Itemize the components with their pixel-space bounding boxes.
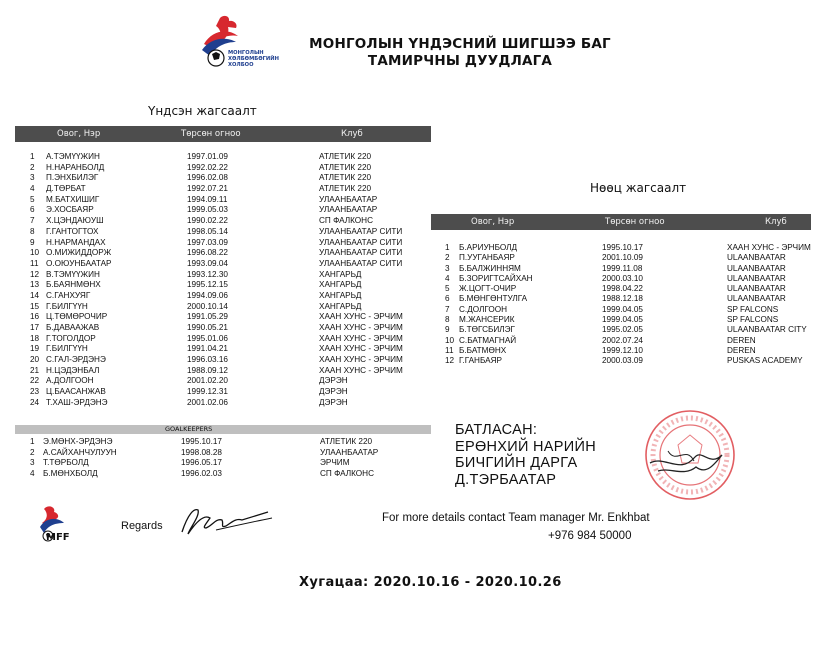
player-birth-date: 1995.02.05 <box>602 325 643 335</box>
official-stamp-icon <box>640 405 740 505</box>
player-number: 4 <box>30 469 35 479</box>
player-row <box>30 163 430 174</box>
player-number: 3 <box>30 458 35 468</box>
player-number: 1 <box>30 152 35 161</box>
player-number: 17 <box>30 323 40 332</box>
goalkeeper-list <box>30 437 430 480</box>
player-name: Д.ТӨРБАТ <box>46 184 86 194</box>
player-row <box>445 315 825 325</box>
player-club: ХАНГАРЬД <box>319 280 362 290</box>
player-number: 6 <box>30 205 35 215</box>
player-number: 4 <box>445 273 450 283</box>
player-birth-date: 2000.03.10 <box>602 273 643 283</box>
player-club: ХААН ХУНС - ЭРЧИМ <box>319 355 403 365</box>
player-club: ХААН ХУНС - ЭРЧИМ <box>727 243 811 252</box>
player-birth-date: 1995.12.15 <box>187 280 228 290</box>
player-birth-date: 1998.05.14 <box>187 226 228 236</box>
call-up-period: Хугацаа: 2020.10.16 - 2020.10.26 <box>299 575 562 590</box>
svg-text:МОНГОЛЫН: МОНГОЛЫН <box>228 50 264 56</box>
player-row <box>30 323 430 334</box>
player-name: Х.ЦЭНДАЮУШ <box>46 216 104 226</box>
player-club: АТЛЕТИК 220 <box>319 162 372 172</box>
player-birth-date: 1999.11.08 <box>602 263 643 273</box>
player-row <box>30 312 430 323</box>
player-club: ХААН ХУНС - ЭРЧИМ <box>319 365 403 375</box>
player-club: SP FALCONS <box>727 315 779 325</box>
player-row <box>445 253 825 263</box>
approval-block <box>455 422 596 488</box>
player-birth-date: 1996.02.03 <box>181 469 222 479</box>
goalkeepers-bar <box>15 425 431 434</box>
player-row <box>445 284 825 294</box>
player-name: С.ГАНХУЯГ <box>46 290 91 300</box>
player-row <box>445 274 825 284</box>
player-birth-date: 1990.05.21 <box>187 323 228 332</box>
approval-line-1: БАТЛАСАН: <box>455 422 538 438</box>
player-row <box>30 152 430 163</box>
player-row <box>30 302 430 313</box>
player-number: 3 <box>445 263 450 273</box>
player-number: 2 <box>445 253 450 263</box>
player-club: АТЛЕТИК 220 <box>320 437 373 446</box>
player-name: Б.МӨНГӨНТУЛГА <box>459 294 528 304</box>
player-birth-date: 1994.09.11 <box>187 194 228 204</box>
player-number: 1 <box>445 243 450 252</box>
player-number: 12 <box>445 356 455 366</box>
player-name: П.УУГАНБАЯР <box>459 253 515 263</box>
player-birth-date: 1998.04.22 <box>602 284 643 294</box>
player-number: 22 <box>30 376 40 386</box>
player-name: Г.БИЛГҮҮН <box>46 344 88 354</box>
player-row <box>30 437 430 448</box>
player-number: 9 <box>445 325 450 335</box>
player-name: Ц.ТӨМӨРОЧИР <box>46 312 108 322</box>
player-number: 8 <box>445 315 450 325</box>
player-number: 7 <box>30 216 35 226</box>
player-number: 23 <box>30 387 40 397</box>
player-club: УЛААНБААТАР СИТИ <box>319 258 403 268</box>
player-name: С.ГАЛ-ЭРДЭНЭ <box>46 355 106 365</box>
player-name: Г.ГАНБАЯР <box>459 356 502 366</box>
player-number: 14 <box>30 290 40 300</box>
phone-number: +976 984 50000 <box>548 530 632 542</box>
player-number: 11 <box>30 258 39 268</box>
player-club: ULAANBAATAR <box>727 263 786 273</box>
player-birth-date: 1999.05.03 <box>187 205 228 215</box>
player-club: АТЛЕТИК 220 <box>319 152 372 161</box>
player-club: ДЭРЭН <box>319 397 348 407</box>
player-name: Г.ТОГОЛДОР <box>46 333 96 343</box>
player-row <box>30 469 430 480</box>
player-club: ХААН ХУНС - ЭРЧИМ <box>319 312 403 322</box>
player-birth-date: 1992.07.21 <box>187 184 228 194</box>
player-birth-date: 1991.04.21 <box>187 344 228 354</box>
player-club: PUSKAS ACADEMY <box>727 356 803 366</box>
player-name: Б.ДАВААЖАВ <box>46 323 100 332</box>
player-club: СП ФАЛКОНС <box>320 469 375 479</box>
player-name: Б.БАЯНМӨНХ <box>46 280 101 290</box>
player-club: АТЛЕТИК 220 <box>319 173 372 183</box>
player-number: 2 <box>30 447 35 457</box>
player-club: ULAANBAATAR <box>727 284 786 294</box>
player-name: Э.МӨНХ-ЭРДЭНЭ <box>43 437 113 446</box>
main-list-header <box>15 126 431 142</box>
player-name: Б.ТӨГСБИЛЭГ <box>459 325 515 335</box>
player-row <box>30 216 430 227</box>
player-club: ХАНГАРЬД <box>319 290 362 300</box>
player-birth-date: 1991.05.29 <box>187 312 228 322</box>
player-row <box>445 336 825 346</box>
player-name: Б.БАТМӨНХ <box>459 345 507 355</box>
player-birth-date: 1993.09.04 <box>187 258 228 268</box>
player-row <box>445 346 825 356</box>
player-row <box>30 280 430 291</box>
player-row <box>445 294 825 304</box>
player-number: 7 <box>445 304 450 314</box>
player-birth-date: 1996.05.17 <box>181 458 222 468</box>
player-number: 13 <box>30 280 40 290</box>
player-number: 10 <box>30 248 40 258</box>
player-birth-date: 1996.08.22 <box>187 248 228 258</box>
player-name: А.ДОЛГООН <box>46 376 94 386</box>
player-number: 15 <box>30 301 40 311</box>
player-number: 19 <box>30 344 40 354</box>
player-birth-date: 2001.02.06 <box>187 397 228 407</box>
player-birth-date: 2001.02.20 <box>187 376 228 386</box>
player-number: 1 <box>30 437 35 446</box>
player-row <box>30 458 430 469</box>
player-number: 11 <box>445 345 454 355</box>
player-row <box>445 356 825 366</box>
title-line-1: МОНГОЛЫН ҮНДЭСНИЙ ШИГШЭЭ БАГ <box>309 36 611 52</box>
player-name: О.ОЮУНБААТАР <box>46 258 112 268</box>
reserve-list-header <box>431 214 811 230</box>
player-name: Т.ХАШ-ЭРДЭНЭ <box>46 397 108 407</box>
column-name: Овог, Нэр <box>471 217 515 227</box>
player-number: 2 <box>30 162 35 172</box>
player-birth-date: 2000.10.14 <box>187 301 228 311</box>
player-name: О.МИЖИДДОРЖ <box>46 248 112 258</box>
player-birth-date: 1999.04.05 <box>602 315 643 325</box>
player-club: ДЭРЭН <box>319 387 348 397</box>
player-birth-date: 1996.02.08 <box>187 173 228 183</box>
player-row <box>30 376 430 387</box>
main-player-list <box>30 152 430 409</box>
player-club: УЛААНБААТАР <box>319 194 378 204</box>
player-number: 12 <box>30 269 40 279</box>
player-name: С.БАТМАГНАЙ <box>459 335 517 345</box>
player-birth-date: 1999.12.31 <box>187 387 228 397</box>
player-number: 5 <box>445 284 450 294</box>
player-birth-date: 1999.12.10 <box>602 345 643 355</box>
player-row <box>30 387 430 398</box>
goalkeepers-label: GOALKEEPERS <box>165 425 213 433</box>
player-row <box>30 238 430 249</box>
player-name: А.САЙХАНЧУЛУУН <box>43 447 117 457</box>
player-row <box>30 366 430 377</box>
player-row <box>30 205 430 216</box>
player-club: ДЭРЭН <box>319 376 348 386</box>
title-line-2: ТАМИРЧНЫ ДУУДЛАГА <box>367 53 553 69</box>
player-club: ULAANBAATAR <box>727 294 786 304</box>
player-club: SP FALCONS <box>727 304 779 314</box>
player-number: 9 <box>30 237 35 247</box>
reserve-player-list <box>445 243 825 367</box>
player-name: С.ДОЛГООН <box>459 304 508 314</box>
player-number: 10 <box>445 335 455 345</box>
player-club: УЛААНБААТАР СИТИ <box>319 237 403 247</box>
player-club: УЛААНБААТАР СИТИ <box>319 226 403 236</box>
player-club: DEREN <box>727 345 756 355</box>
player-birth-date: 1996.03.16 <box>187 355 228 365</box>
player-name: М.ЖАНСЕРИК <box>459 315 515 325</box>
player-row <box>30 227 430 238</box>
column-club: Клуб <box>765 217 787 227</box>
player-name: Б.ЗОРИГТСАЙХАН <box>459 273 533 283</box>
player-club: ЭРЧИМ <box>320 458 350 468</box>
player-number: 5 <box>30 194 35 204</box>
player-number: 24 <box>30 397 40 407</box>
player-name: П.ЭНХБИЛЭГ <box>46 173 99 183</box>
player-number: 6 <box>445 294 450 304</box>
player-birth-date: 1995.10.17 <box>181 437 222 446</box>
svg-text:ХӨЛБӨМБӨГИЙН: ХӨЛБӨМБӨГИЙН <box>228 56 279 62</box>
player-row <box>30 248 430 259</box>
player-club: DEREN <box>727 335 756 345</box>
player-birth-date: 1998.08.28 <box>181 447 222 457</box>
player-row <box>30 448 430 459</box>
player-club: ULAANBAATAR <box>727 273 786 283</box>
player-club: ХААН ХУНС - ЭРЧИМ <box>319 344 403 354</box>
approval-line-3: БИЧГИЙН ДАРГА <box>455 455 578 471</box>
player-club: ULAANBAATAR CITY <box>727 325 807 335</box>
player-club: УЛААНБААТАР <box>320 447 379 457</box>
player-number: 8 <box>30 226 35 236</box>
player-birth-date: 2001.10.09 <box>602 253 643 263</box>
player-number: 20 <box>30 355 40 365</box>
player-row <box>30 291 430 302</box>
player-row <box>30 173 430 184</box>
player-row <box>30 334 430 345</box>
player-name: Б.МӨНХБОЛД <box>43 469 98 479</box>
player-birth-date: 1993.12.30 <box>187 269 228 279</box>
player-number: 21 <box>30 365 40 375</box>
player-row <box>30 355 430 366</box>
regards-text: Regards <box>121 520 163 532</box>
player-birth-date: 1999.04.05 <box>602 304 643 314</box>
player-name: Ц.БААСАНЖАВ <box>46 387 106 397</box>
player-row <box>30 184 430 195</box>
player-name: Г.БИЛГҮҮН <box>46 301 88 311</box>
column-dob: Төрсөн огноо <box>605 217 665 227</box>
player-row <box>30 344 430 355</box>
player-name: Б.АРИУНБОЛД <box>459 243 518 252</box>
player-row <box>30 270 430 281</box>
player-row <box>445 243 825 253</box>
player-name: Г.ГАНТОГТОХ <box>46 226 99 236</box>
player-birth-date: 1995.01.06 <box>187 333 228 343</box>
player-name: Т.ТӨРБОЛД <box>43 458 89 468</box>
column-name: Овог, Нэр <box>57 129 101 139</box>
player-birth-date: 1990.02.22 <box>187 216 228 226</box>
player-club: УЛААНБААТАР <box>319 205 378 215</box>
signature-icon <box>176 500 276 540</box>
player-name: Н.НАРМАНДАХ <box>46 237 106 247</box>
player-club: СП ФАЛКОНС <box>319 216 374 226</box>
player-row <box>445 305 825 315</box>
reserve-list-title: Нөөц жагсаалт <box>590 181 687 195</box>
player-row <box>30 259 430 270</box>
player-birth-date: 1995.10.17 <box>602 243 643 252</box>
player-birth-date: 1988.09.12 <box>187 365 228 375</box>
player-name: Н.ЦЭДЭНБАЛ <box>46 365 100 375</box>
svg-text:ХОЛБОО: ХОЛБОО <box>228 62 254 68</box>
player-row <box>445 264 825 274</box>
player-club: УЛААНБААТАР СИТИ <box>319 248 403 258</box>
column-dob: Төрсөн огноо <box>181 129 241 139</box>
player-number: 4 <box>30 184 35 194</box>
player-name: Ж.ЦОГТ-ОЧИР <box>459 284 517 294</box>
player-birth-date: 2000.03.09 <box>602 356 643 366</box>
player-number: 18 <box>30 333 40 343</box>
player-name: М.БАТХИШИГ <box>46 194 100 204</box>
column-club: Клуб <box>341 129 363 139</box>
player-name: А.ТЭМҮҮЖИН <box>46 152 100 161</box>
player-club: ULAANBAATAR <box>727 253 786 263</box>
player-number: 3 <box>30 173 35 183</box>
player-name: Н.НАРАНБОЛД <box>46 162 105 172</box>
player-number: 16 <box>30 312 40 322</box>
player-birth-date: 1997.03.09 <box>187 237 228 247</box>
mff-label: MFF <box>46 532 70 543</box>
player-birth-date: 1992.02.22 <box>187 162 228 172</box>
player-club: ХААН ХУНС - ЭРЧИМ <box>319 333 403 343</box>
player-name: В.ТЭМҮҮЖИН <box>46 269 100 279</box>
player-club: ХАНГАРЬД <box>319 301 362 311</box>
player-name: Б.БАЛЖИННЯМ <box>459 263 521 273</box>
player-club: ХААН ХУНС - ЭРЧИМ <box>319 323 403 332</box>
player-birth-date: 1988.12.18 <box>602 294 643 304</box>
player-row <box>445 325 825 335</box>
player-birth-date: 1994.09.06 <box>187 290 228 300</box>
main-list-title: Үндсэн жагсаалт <box>148 104 257 118</box>
mff-federation-logo-icon <box>198 14 279 76</box>
player-club: АТЛЕТИК 220 <box>319 184 372 194</box>
player-row <box>30 398 430 409</box>
approval-line-4: Д.ТЭРБААТАР <box>455 471 557 488</box>
player-row <box>30 195 430 206</box>
document-title <box>300 36 620 70</box>
approval-line-2: ЕРӨНХИЙ НАРИЙН <box>455 438 596 455</box>
player-birth-date: 2002.07.24 <box>602 335 643 345</box>
player-club: ХАНГАРЬД <box>319 269 362 279</box>
contact-text: For more details contact Team manager Mr. Enkhbat <box>382 512 650 524</box>
player-name: Э.ХОСБАЯР <box>46 205 94 215</box>
player-birth-date: 1997.01.09 <box>187 152 228 161</box>
